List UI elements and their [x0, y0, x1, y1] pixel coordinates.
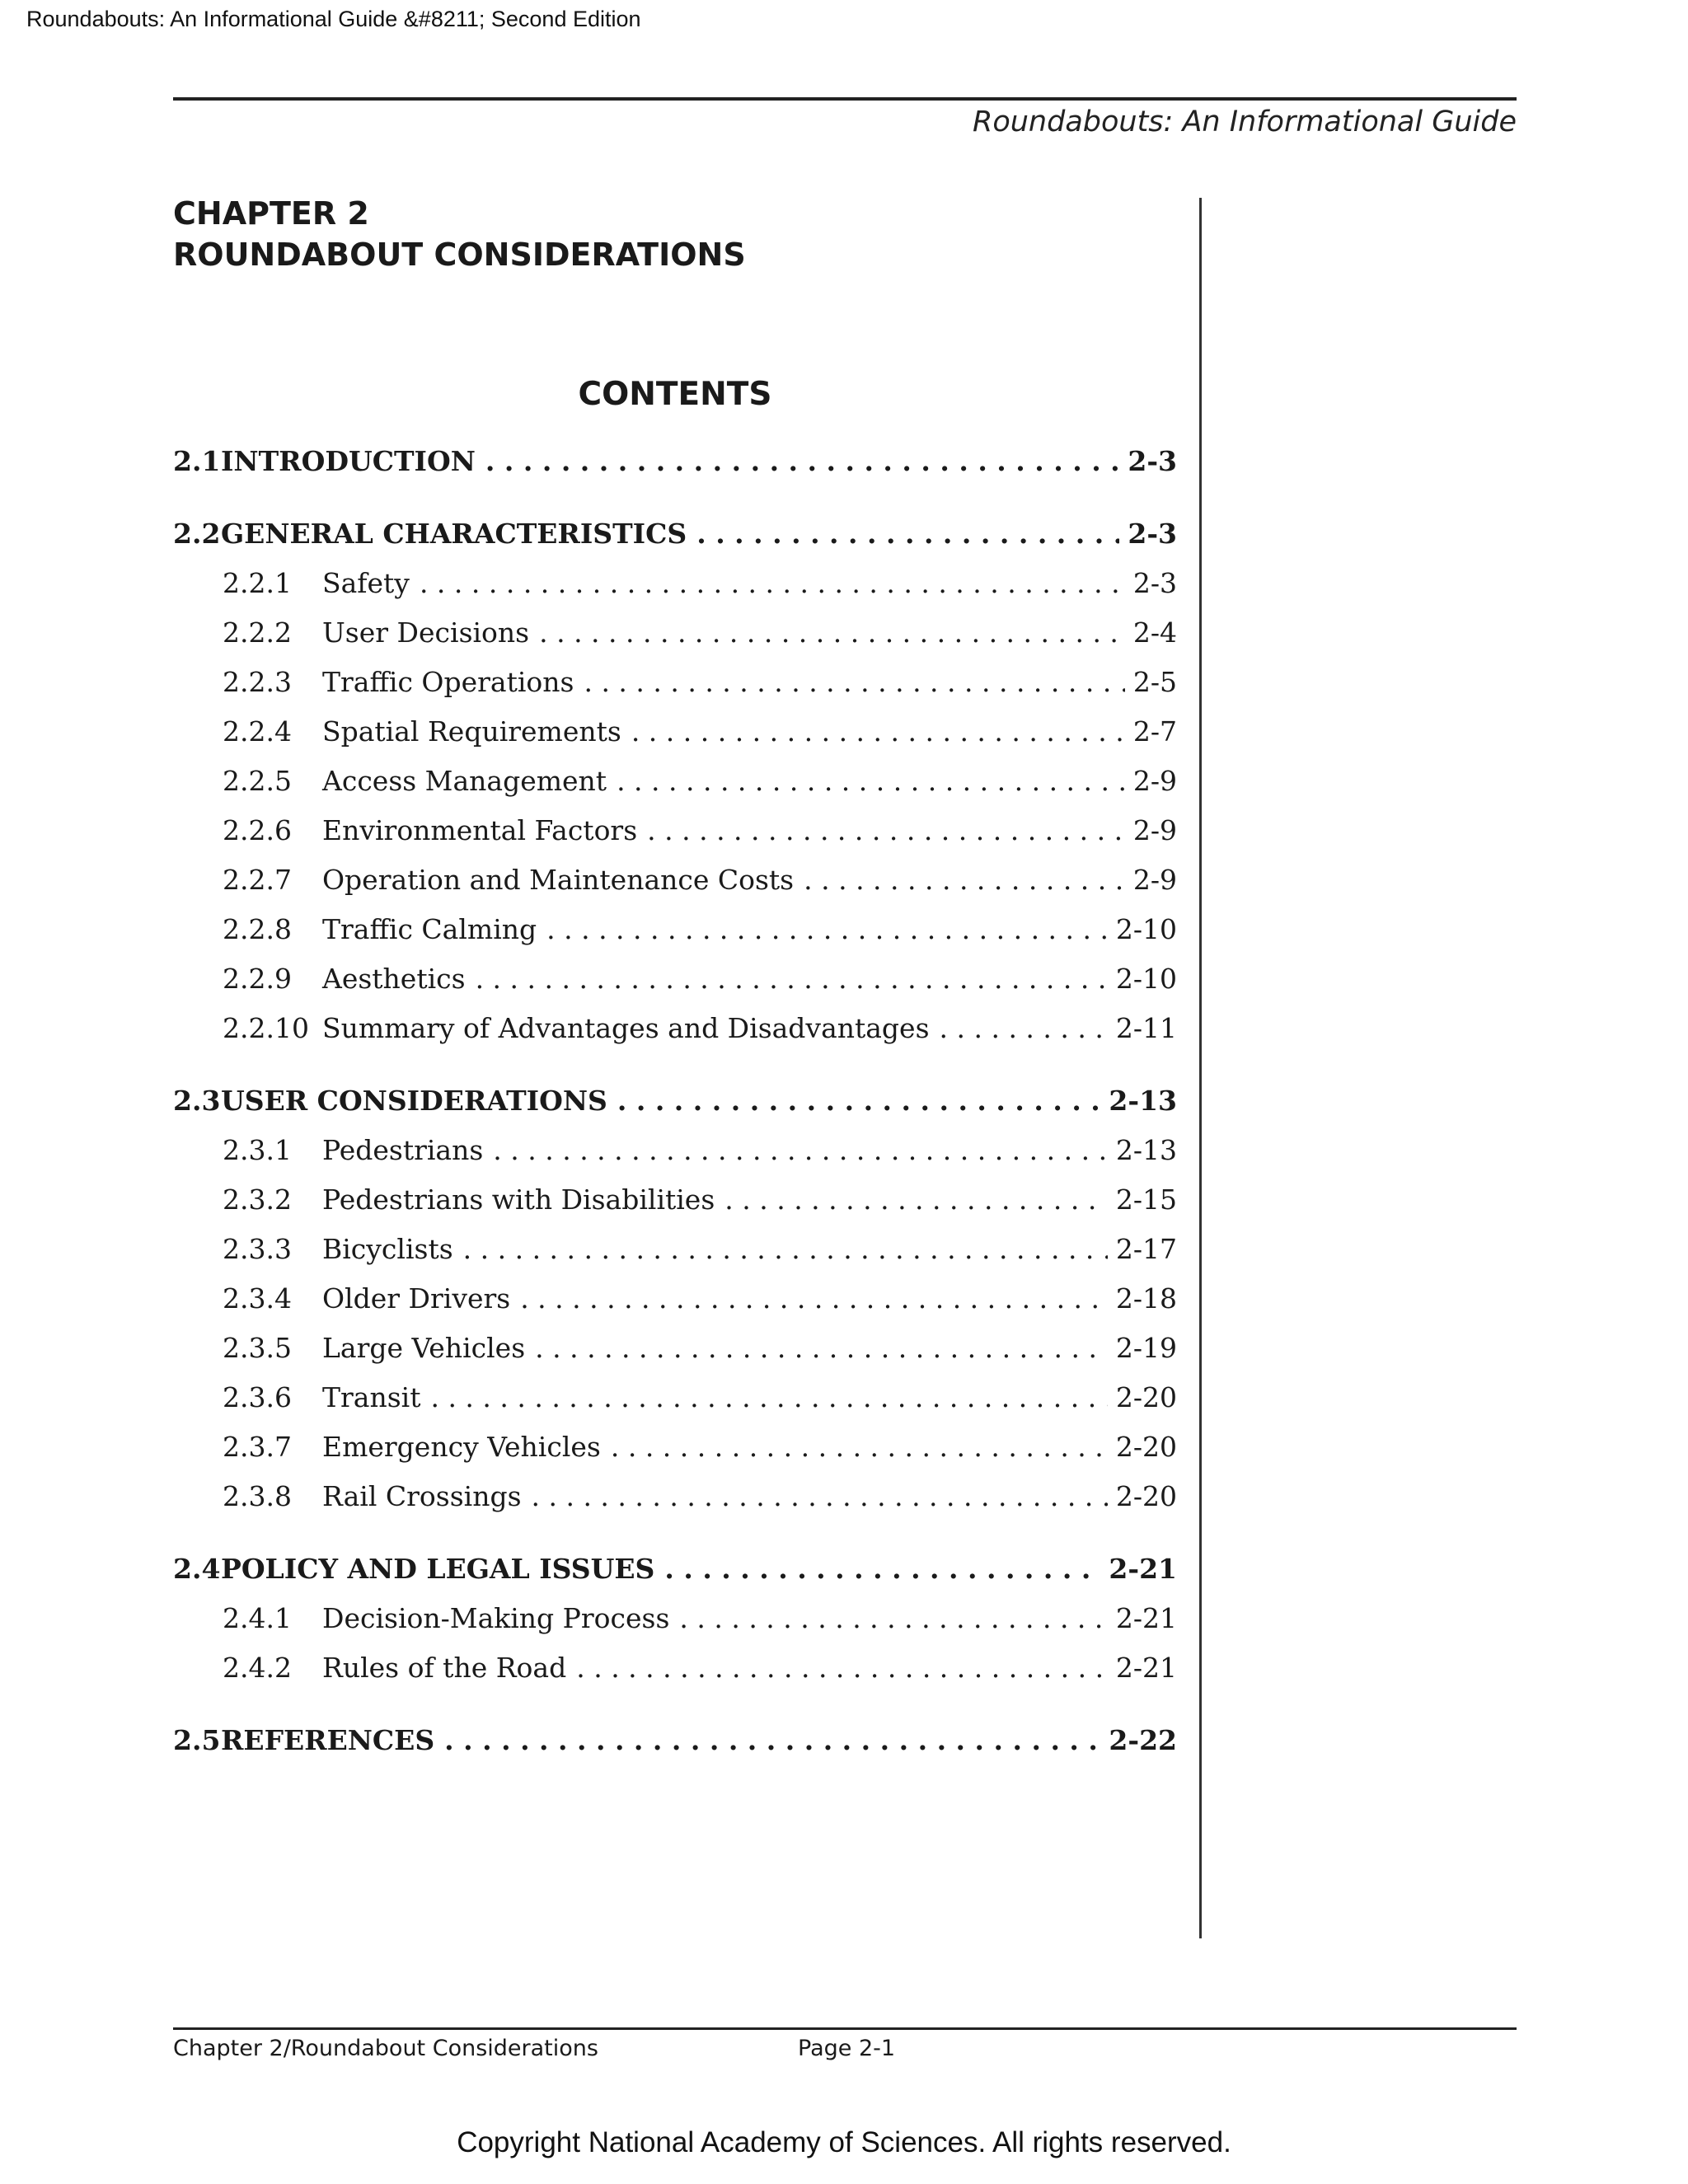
- toc-subentry-title: Pedestrians: [322, 1134, 484, 1166]
- toc-subentry-page: 2-3: [1132, 567, 1177, 599]
- toc-subentry-title: Summary of Advantages and Disadvantages: [322, 1012, 930, 1044]
- dot-leader: [617, 757, 1125, 806]
- toc-subentry[interactable]: [173, 1422, 1177, 1472]
- dot-leader: [420, 559, 1125, 608]
- toc-subentry-title: Safety: [322, 567, 410, 599]
- toc-section: [173, 1716, 1177, 1765]
- toc-subentry-title: Access Management: [322, 765, 607, 797]
- toc-subentry-page: 2-20: [1115, 1431, 1177, 1463]
- toc-entry-title: USER CONSIDERATIONS: [221, 1085, 607, 1117]
- toc-subentry[interactable]: [173, 855, 1177, 905]
- toc-subentry[interactable]: [173, 954, 1177, 1004]
- toc-subentry-number: 2.2.7: [223, 864, 292, 896]
- toc-subentry-number: 2.3.3: [223, 1233, 292, 1265]
- toc-entry-number: 2.5: [173, 1724, 221, 1756]
- toc-subentry-title: Traffic Operations: [322, 666, 574, 698]
- toc-subentry[interactable]: [173, 1373, 1177, 1422]
- dot-leader: [535, 1324, 1108, 1373]
- toc-section: [173, 437, 1177, 486]
- toc-entry-page: 2-22: [1109, 1724, 1177, 1756]
- footer-rule: [173, 2027, 1517, 2030]
- toc-subentry[interactable]: [173, 1472, 1177, 1521]
- toc-entry[interactable]: [173, 509, 1177, 559]
- toc-subentry-number: 2.3.7: [223, 1431, 292, 1463]
- header-rule: [173, 97, 1517, 101]
- toc-subentry-number: 2.2.9: [223, 963, 292, 995]
- toc-subentry-title: Older Drivers: [322, 1282, 511, 1315]
- contents-title: CONTENTS: [578, 376, 772, 413]
- dot-leader: [617, 1076, 1101, 1126]
- toc-entry[interactable]: [173, 1544, 1177, 1594]
- dot-leader: [485, 437, 1119, 486]
- toc-subentry[interactable]: [173, 905, 1177, 954]
- toc-subentry-number: 2.3.4: [223, 1282, 292, 1315]
- toc-subentry-number: 2.4.1: [223, 1602, 292, 1634]
- toc-subentry-page: 2-10: [1115, 913, 1177, 945]
- toc-subentry[interactable]: [173, 1594, 1177, 1643]
- toc-section: [173, 1544, 1177, 1693]
- toc-subentry-number: 2.3.6: [223, 1381, 292, 1413]
- toc-entry-title: POLICY AND LEGAL ISSUES: [221, 1553, 655, 1585]
- margin-rule: [1199, 198, 1202, 1938]
- dot-leader: [664, 1544, 1100, 1594]
- dot-leader: [520, 1274, 1108, 1324]
- dot-leader: [546, 905, 1108, 954]
- toc-subentry-number: 2.3.8: [223, 1480, 292, 1512]
- toc-entry-number: 2.1: [173, 445, 221, 477]
- dot-leader: [444, 1716, 1100, 1765]
- toc-subentry[interactable]: [173, 806, 1177, 855]
- toc-subentry-number: 2.2.1: [223, 567, 292, 599]
- toc-subentry-page: 2-5: [1132, 666, 1177, 698]
- toc-subentry-number: 2.3.2: [223, 1183, 292, 1216]
- toc-subentry-title: Rail Crossings: [322, 1480, 522, 1512]
- toc-subentry-number: 2.2.6: [223, 814, 292, 846]
- toc-subentry-page: 2-20: [1115, 1381, 1177, 1413]
- toc-subentry-title: Pedestrians with Disabilities: [322, 1183, 715, 1216]
- toc-subentry-page: 2-10: [1115, 963, 1177, 995]
- dot-leader: [576, 1643, 1108, 1693]
- chapter-heading: [173, 193, 746, 275]
- toc-subentry-title: Traffic Calming: [322, 913, 537, 945]
- toc-subentry-page: 2-21: [1115, 1652, 1177, 1684]
- toc-subentry-number: 2.2.10: [223, 1012, 309, 1044]
- toc-subentry-title: User Decisions: [322, 616, 530, 649]
- chapter-number: CHAPTER 2: [173, 195, 369, 232]
- toc-subentry-page: 2-19: [1115, 1332, 1177, 1364]
- toc-entry-number: 2.4: [173, 1553, 221, 1585]
- toc-subentry-page: 2-21: [1115, 1602, 1177, 1634]
- toc-subentry-title: Spatial Requirements: [322, 715, 621, 748]
- toc-section: [173, 509, 1177, 1053]
- toc-subentry[interactable]: [173, 1175, 1177, 1225]
- toc-subentry-number: 2.2.4: [223, 715, 292, 748]
- footer-chapter: Chapter 2/Roundabout Considerations: [173, 2036, 598, 2061]
- toc-subentry-title: Rules of the Road: [322, 1652, 567, 1684]
- dot-leader: [631, 707, 1125, 757]
- dot-leader: [532, 1472, 1108, 1521]
- dot-leader: [584, 658, 1124, 707]
- dot-leader: [611, 1422, 1108, 1472]
- dot-leader: [539, 608, 1125, 658]
- dot-leader: [463, 1225, 1108, 1274]
- toc-entry-page: 2-13: [1109, 1085, 1177, 1117]
- toc-entry[interactable]: [173, 1716, 1177, 1765]
- footer-page-number: Page 2-1: [798, 2036, 896, 2061]
- table-of-contents: [173, 437, 1177, 1788]
- toc-subentry-title: Environmental Factors: [322, 814, 638, 846]
- toc-subentry[interactable]: [173, 1643, 1177, 1693]
- toc-subentry[interactable]: [173, 1274, 1177, 1324]
- toc-subentry-number: 2.3.1: [223, 1134, 292, 1166]
- toc-subentry-page: 2-17: [1115, 1233, 1177, 1265]
- toc-subentry-title: Bicyclists: [322, 1233, 453, 1265]
- toc-subentry[interactable]: [173, 559, 1177, 608]
- toc-subentry-page: 2-4: [1132, 616, 1177, 649]
- toc-subentry[interactable]: [173, 1004, 1177, 1053]
- toc-subentry-title: Aesthetics: [322, 963, 466, 995]
- toc-entry-title: GENERAL CHARACTERISTICS: [221, 518, 687, 550]
- dot-leader: [493, 1126, 1108, 1175]
- dot-leader: [647, 806, 1125, 855]
- toc-section: [173, 1076, 1177, 1521]
- toc-entry[interactable]: [173, 437, 1177, 486]
- toc-subentry-number: 2.2.2: [223, 616, 292, 649]
- toc-subentry[interactable]: [173, 1225, 1177, 1274]
- dot-leader: [940, 1004, 1108, 1053]
- toc-subentry-number: 2.4.2: [223, 1652, 292, 1684]
- toc-subentry-title: Decision-Making Process: [322, 1602, 670, 1634]
- toc-subentry-page: 2-9: [1132, 814, 1177, 846]
- toc-subentry[interactable]: [173, 707, 1177, 757]
- toc-subentry[interactable]: [173, 757, 1177, 806]
- toc-subentry-page: 2-9: [1132, 765, 1177, 797]
- dot-leader: [679, 1594, 1107, 1643]
- toc-subentry-number: 2.2.5: [223, 765, 292, 797]
- toc-subentry-page: 2-7: [1132, 715, 1177, 748]
- toc-subentry[interactable]: [173, 1324, 1177, 1373]
- toc-subentry-number: 2.2.8: [223, 913, 292, 945]
- toc-subentry-number: 2.2.3: [223, 666, 292, 698]
- dot-leader: [476, 954, 1108, 1004]
- running-header: Roundabouts: An Informational Guide: [973, 105, 1517, 138]
- toc-subentry-page: 2-11: [1115, 1012, 1177, 1044]
- dot-leader: [430, 1373, 1107, 1422]
- toc-entry-number: 2.3: [173, 1085, 221, 1117]
- browser-title: Roundabouts: An Informational Guide &#8211; Second Edition: [26, 7, 641, 31]
- toc-subentry-title: Emergency Vehicles: [322, 1431, 601, 1463]
- toc-subentry-number: 2.3.5: [223, 1332, 292, 1364]
- toc-subentry-page: 2-13: [1115, 1134, 1177, 1166]
- toc-entry-page: 2-3: [1128, 518, 1177, 550]
- toc-subentry-page: 2-18: [1115, 1282, 1177, 1315]
- dot-leader: [804, 855, 1125, 905]
- toc-subentry[interactable]: [173, 658, 1177, 707]
- toc-subentry-title: Large Vehicles: [322, 1332, 526, 1364]
- toc-entry-page: 2-21: [1109, 1553, 1177, 1585]
- toc-entry-number: 2.2: [173, 518, 221, 550]
- dot-leader: [696, 509, 1119, 559]
- toc-entry-title: INTRODUCTION: [221, 445, 476, 477]
- toc-subentry[interactable]: [173, 608, 1177, 658]
- dot-leader: [724, 1175, 1108, 1225]
- toc-subentry-page: 2-15: [1115, 1183, 1177, 1216]
- chapter-title: ROUNDABOUT CONSIDERATIONS: [173, 237, 746, 273]
- toc-entry[interactable]: [173, 1076, 1177, 1126]
- copyright-notice: Copyright National Academy of Sciences. All rights reserved.: [457, 2126, 1231, 2158]
- toc-subentry[interactable]: [173, 1126, 1177, 1175]
- toc-subentry-page: 2-9: [1132, 864, 1177, 896]
- toc-subentry-title: Transit: [322, 1381, 421, 1413]
- toc-entry-page: 2-3: [1128, 445, 1177, 477]
- toc-subentry-page: 2-20: [1115, 1480, 1177, 1512]
- toc-subentry-title: Operation and Maintenance Costs: [322, 864, 795, 896]
- toc-entry-title: REFERENCES: [221, 1724, 435, 1756]
